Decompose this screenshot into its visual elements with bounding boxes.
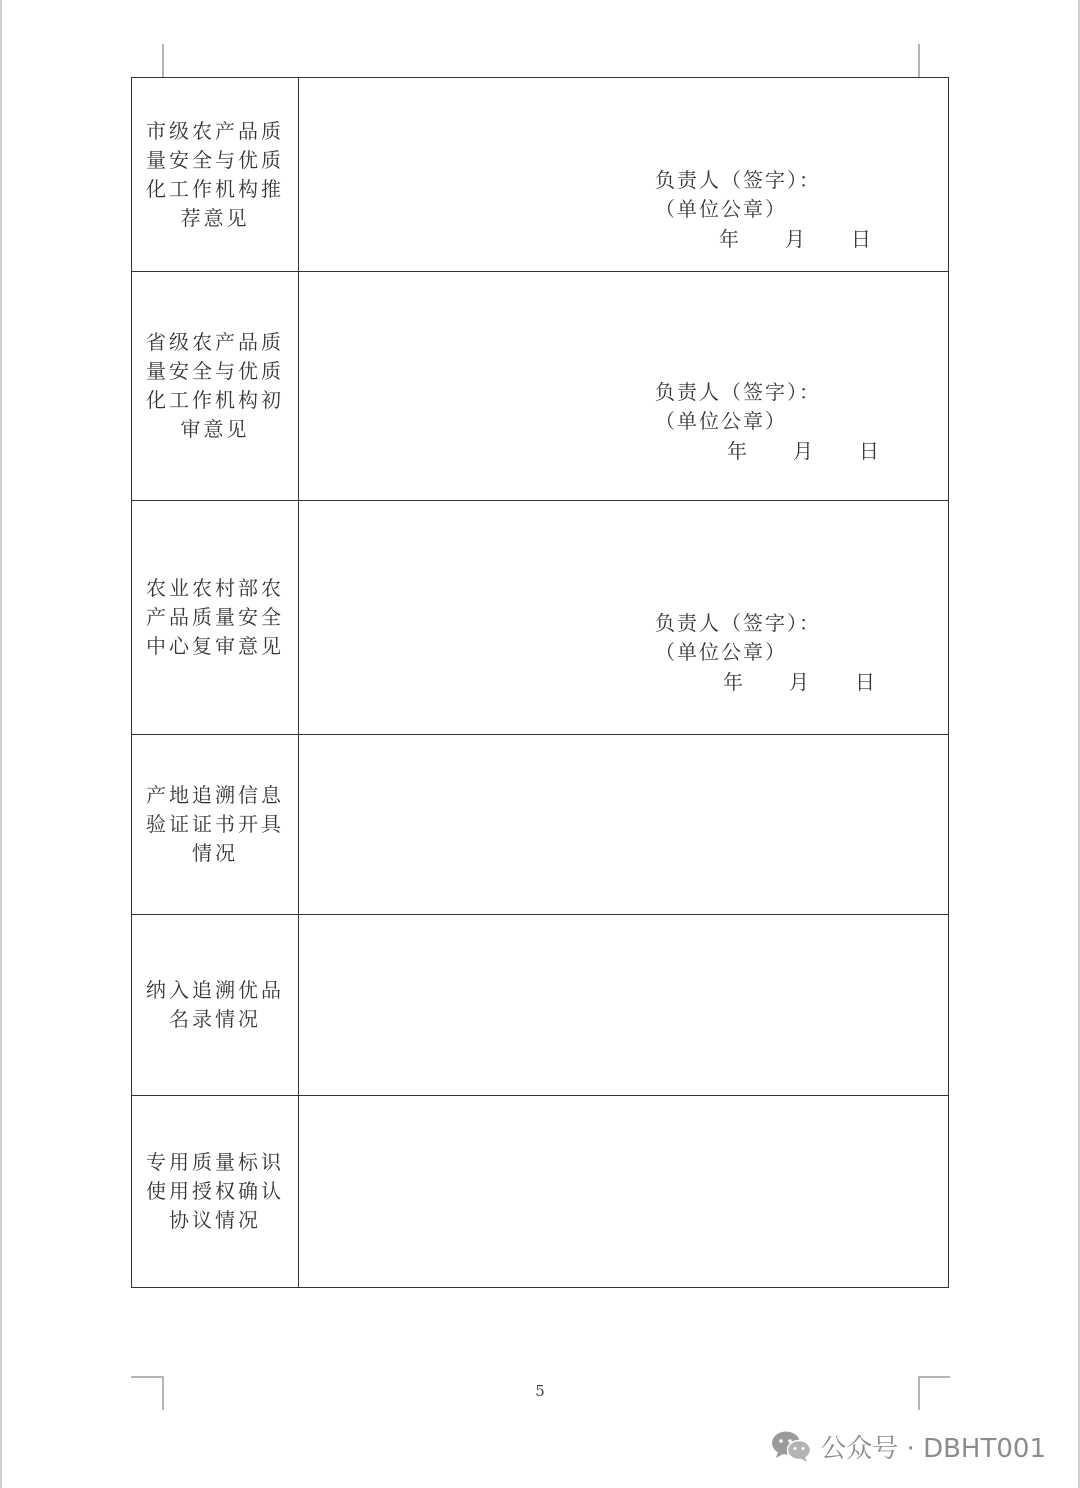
label-line: 使用授权确认: [146, 1179, 284, 1203]
table-row: [132, 501, 949, 735]
date-label: 年 月 日: [727, 439, 881, 463]
content-cell[interactable]: [299, 915, 949, 1096]
label-line: 荐意见: [180, 205, 250, 230]
content-cell[interactable]: [299, 1096, 949, 1288]
row-label: [132, 915, 299, 1096]
row-label: [132, 501, 299, 735]
label-line: 化工作机构推: [146, 176, 284, 201]
seal-label: （单位公章）: [655, 409, 787, 433]
crop-mark-bottom-right-h: [918, 1376, 950, 1378]
watermark: [770, 1428, 1046, 1464]
signer-label: 负责人（签字）：: [655, 168, 821, 192]
seal-label: （单位公章）: [655, 640, 787, 664]
content-cell[interactable]: [299, 735, 949, 915]
opinion-cell[interactable]: [299, 272, 949, 501]
label-line: 专用质量标识: [146, 1150, 284, 1174]
label-line: 化工作机构初: [146, 388, 284, 412]
wechat-icon: [770, 1429, 812, 1463]
label-line: 产品质量安全: [146, 605, 284, 629]
date-label: 年 月 日: [719, 227, 873, 251]
row-label: [132, 272, 299, 501]
review-form-table: [131, 77, 949, 1288]
table-row: [132, 1096, 949, 1288]
table-row: [132, 735, 949, 915]
label-line: 农业农村部农: [146, 576, 284, 600]
label-line: 纳入追溯优品: [146, 978, 284, 1002]
table-row: [132, 272, 949, 501]
date-label: 年 月 日: [723, 670, 877, 694]
row-label: [132, 78, 299, 272]
page-number: 5: [535, 1382, 545, 1400]
label-line: 情况: [192, 841, 238, 865]
row-label: [132, 1096, 299, 1288]
label-line: 名录情况: [169, 1007, 261, 1031]
label-line: 省级农产品质: [146, 330, 284, 354]
crop-mark-top-left: [162, 44, 164, 78]
label-line: 审意见: [180, 417, 250, 441]
signer-label: 负责人（签字）：: [655, 611, 821, 635]
label-line: 量安全与优质: [146, 147, 284, 172]
watermark-text: 公众号 · DBHT001: [820, 1433, 1046, 1464]
seal-label: （单位公章）: [655, 197, 787, 221]
table-row: [132, 915, 949, 1096]
label-line: 验证证书开具: [146, 812, 284, 836]
label-line: 市级农产品质: [146, 118, 284, 143]
signer-label: 负责人（签字）：: [655, 380, 821, 404]
label-line: 协议情况: [169, 1208, 261, 1232]
page-edge-left: [0, 0, 2, 1488]
label-line: 量安全与优质: [146, 359, 284, 383]
crop-mark-top-right: [918, 44, 920, 78]
crop-mark-bottom-left-h: [131, 1376, 163, 1378]
label-line: 中心复审意见: [146, 634, 284, 658]
opinion-cell[interactable]: [299, 78, 949, 272]
row-label: [132, 735, 299, 915]
label-line: 产地追溯信息: [146, 783, 284, 807]
table-row: [132, 78, 949, 272]
opinion-cell[interactable]: [299, 501, 949, 735]
